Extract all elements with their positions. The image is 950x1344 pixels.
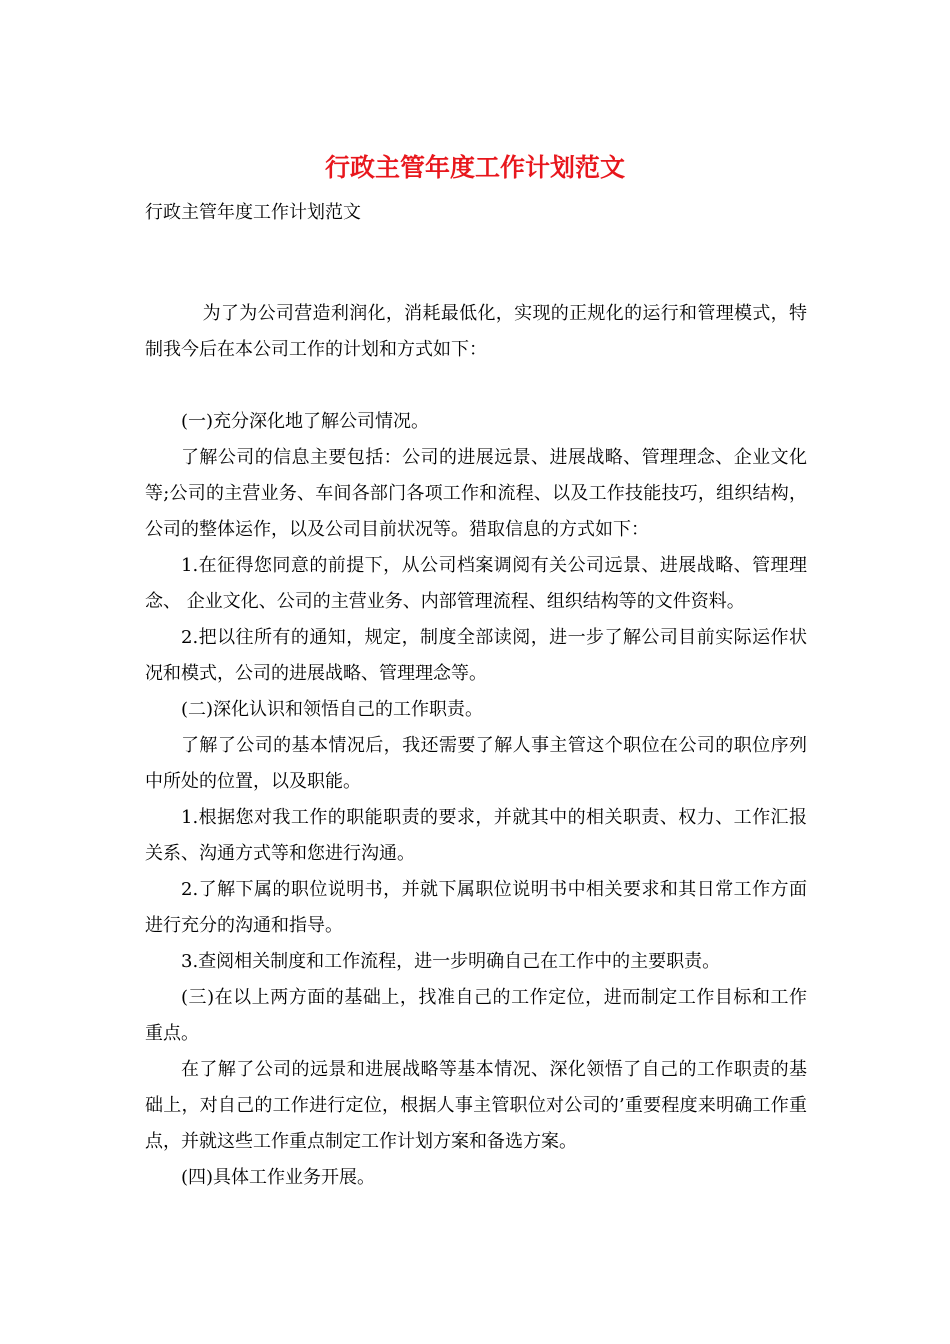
list-item: 2.把以往所有的通知，规定，制度全部读阅，进一步了解公司目前实际运作状况和模式，公司的进展战略、管理理念等。 <box>145 627 807 684</box>
section-heading-1: (一)充分深化地了解公司情况。 <box>181 411 430 432</box>
document-subtitle: 行政主管年度工作计划范文 <box>145 202 361 223</box>
list-item: 3.查阅相关制度和工作流程，进一步明确自己在工作中的主要职责。 <box>181 951 721 972</box>
body-paragraph: 在了解了公司的远景和进展战略等基本情况、深化领悟了自己的工作职责的基础上，对自己的工作进行定位，根据人事主管职位对公司的’重要程度来明确工作重点，并就这些工作重点制定工作计划方案和备选方案。 <box>145 1059 807 1152</box>
list-item: 2.了解下属的职位说明书，并就下属职位说明书中相关要求和其日常工作方面进行充分的沟通和指导。 <box>145 879 807 936</box>
body-paragraph: 了解公司的信息主要包括：公司的进展远景、进展战略、管理理念、企业文化等;公司的主营业务、车间各部门各项工作和流程、以及工作技能技巧，组织结构，公司的整体运作，以及公司目前状况等。猎取信息的方式如下： <box>145 447 807 540</box>
document-title: 行政主管年度工作计划范文 <box>324 153 625 182</box>
section-heading-3: (三)在以上两方面的基础上，找准自己的工作定位，进而制定工作目标和工作重点。 <box>145 987 807 1044</box>
document-body <box>145 296 807 1196</box>
section-heading-2: (二)深化认识和领悟自己的工作职责。 <box>181 699 484 720</box>
body-paragraph: 了解了公司的基本情况后，我还需要了解人事主管这个职位在公司的职位序列中所处的位置，以及职能。 <box>145 735 807 792</box>
section-heading-4: (四)具体工作业务开展。 <box>181 1167 376 1188</box>
intro-paragraph: 为了为公司营造利润化，消耗最低化，实现的正规化的运行和管理模式，特制我今后在本公司工作的计划和方式如下： <box>145 303 807 360</box>
list-item: 1.根据您对我工作的职能职责的要求，并就其中的相关职责、权力、工作汇报关系、沟通方式等和您进行沟通。 <box>145 807 807 864</box>
list-item: 1.在征得您同意的前提下，从公司档案调阅有关公司远景、进展战略、管理理念、 企业文化、公司的主营业务、内部管理流程、组织结构等的文件资料。 <box>145 555 807 612</box>
